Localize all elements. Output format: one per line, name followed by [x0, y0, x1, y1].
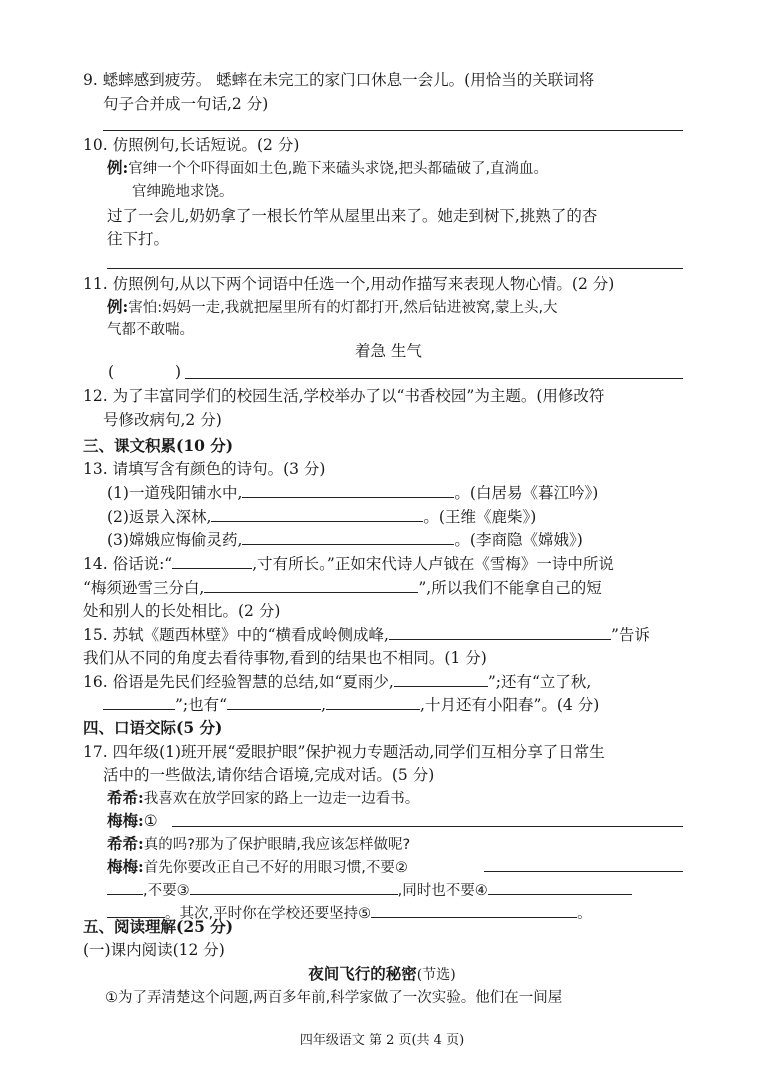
q13-item2 — [107, 507, 536, 527]
q12-line2: 号修改病句,2 分) — [103, 411, 222, 429]
q17-text-b: ,同时也不要④ — [397, 883, 488, 899]
q17-blank5[interactable] — [371, 903, 577, 918]
q10-answer-line[interactable] — [107, 268, 683, 269]
q17-meimei-1 — [107, 811, 158, 831]
q14-line1 — [83, 554, 614, 574]
speaker-meimei: 梅梅: — [107, 811, 144, 830]
q10-example-answer: 官绅跪地求饶。 — [132, 184, 234, 200]
reading-title — [0, 964, 764, 985]
q17-line-a — [107, 880, 632, 901]
meimei-line: 首先你要改正自己不好的用眼习惯,不要② — [143, 860, 408, 876]
q17-line2: 活中的一些做法,请你结合语境,完成对话。(5 分) — [103, 766, 435, 784]
q11-answer-line[interactable] — [185, 378, 683, 379]
blank-marker-1: ① — [143, 812, 158, 830]
q13-item1-post: 。(白居易《暮江吟》) — [454, 484, 599, 502]
q17-blank2-cont[interactable] — [107, 880, 143, 895]
xixi-line: 真的吗?那为了保护眼睛,我应该怎样做呢? — [143, 837, 411, 853]
q17-blank4-cont[interactable] — [107, 903, 165, 918]
q14-l2-post: ”,所以我们不能拿自己的短 — [418, 579, 602, 597]
part-1-heading: (一)课内阅读(12 分) — [83, 941, 225, 959]
q16-l1-post: ”;还有“立了秋, — [487, 673, 592, 691]
q16-l2-c: ,十月还有小阳春”。(4 分) — [420, 696, 600, 714]
q14-l1-mid: ,寸有所长。”正如宋代诗人卢钺在《雪梅》一诗中所说 — [252, 555, 614, 573]
q13-item2-post: 。(王维《鹿柴》) — [423, 508, 537, 526]
q13-item3 — [107, 530, 583, 550]
q17-blank2-line[interactable] — [484, 871, 683, 872]
example-text: 害怕:妈妈一走,我就把屋里所有的灯都打开,然后钻进被窝,蒙上头,大 — [128, 300, 558, 316]
q16-blank2[interactable] — [103, 695, 175, 710]
q11-words: 着急 生气 — [355, 342, 422, 360]
q11-title: 11. 仿照例句,从以下两个词语中任选一个,用动作描写来表现人物心情。(2 分) — [83, 275, 615, 293]
q11-paren-close: ) — [175, 363, 182, 381]
q17-text-a: ,不要③ — [143, 883, 190, 899]
q17-text-c: 。其次,平时你在学校还要坚持⑤ — [165, 906, 372, 922]
q15-line2: 我们从不同的角度去看待事物,看到的结果也不相同。(1 分) — [83, 649, 487, 667]
q9-answer-line[interactable] — [103, 130, 683, 131]
reading-subtitle: (节选) — [416, 967, 456, 983]
q16-l2-a: ”;也有“ — [175, 696, 228, 714]
section-3-heading: 三、课文积累(10 分) — [83, 436, 234, 455]
q16-blank4[interactable] — [326, 695, 420, 710]
q16-blank3[interactable] — [227, 695, 321, 710]
reading-paragraph-1: ①为了弄清楚这个问题,两百多年前,科学家做了一次实验。他们在一间屋 — [105, 990, 563, 1006]
q12-line1: 12. 为了丰富同学们的校园生活,学校举办了以“书香校园”为主题。(用修改符 — [83, 387, 605, 405]
q10-task-line2: 往下打。 — [107, 230, 170, 248]
q13-item1-pre: (1)一道残阳铺水中, — [107, 484, 243, 502]
example-text: 官绅一个个吓得面如土色,跪下来磕头求饶,把头都磕破了,直淌血。 — [128, 161, 549, 177]
q17-xixi-2 — [107, 834, 410, 855]
q15-l1-pre: 15. 苏轼《题西林壁》中的“横看成岭侧成峰, — [83, 626, 389, 644]
q14-line3: 处和别人的长处相比。(2 分) — [83, 602, 281, 620]
q17-xixi-1 — [107, 788, 419, 809]
q17-blank1-line[interactable] — [172, 826, 683, 827]
q9-line1: 9. 蟋蟀感到疲劳。 蟋蟀在未完工的家门口休息一会儿。(用恰当的关联词将 — [83, 71, 595, 89]
reading-title-text: 夜间飞行的秘密 — [308, 965, 417, 983]
q14-blank2[interactable] — [204, 578, 418, 593]
q16-l1-pre: 16. 俗语是先民们经验智慧的总结,如“夏雨少, — [83, 673, 394, 691]
example-label: 例: — [107, 158, 129, 177]
q16-line1 — [83, 672, 591, 692]
q17-line1: 17. 四年级(1)班开展“爱眼护眼”保护视力专题活动,同学们互相分享了日常生 — [83, 743, 605, 761]
q10-task-line1: 过了一会儿,奶奶拿了一根长竹竿从屋里出来了。她走到树下,挑熟了的杏 — [107, 207, 598, 225]
q16-l2-b: , — [321, 696, 327, 714]
speaker-xixi: 希希: — [107, 788, 144, 807]
section-4-heading: 四、口语交际(5 分) — [83, 718, 223, 737]
q17-text-d: 。 — [577, 906, 592, 922]
q15-l1-post: ”告诉 — [610, 626, 650, 644]
q13-item2-pre: (2)返景入深林, — [107, 508, 212, 526]
q9-line2: 句子合并成一句话,2 分) — [103, 95, 269, 113]
xixi-line: 我喜欢在放学回家的路上一边走一边看书。 — [143, 791, 420, 807]
q16-line2 — [103, 695, 599, 715]
q15-blank[interactable] — [389, 625, 611, 640]
q13-item3-post: 。(李商隐《嫦娥》) — [454, 531, 583, 549]
speaker-meimei: 梅梅: — [107, 857, 144, 876]
example-label: 例: — [107, 297, 129, 316]
q13-title: 13. 请填写含有颜色的诗句。(3 分) — [83, 460, 326, 478]
q16-blank1[interactable] — [394, 672, 488, 687]
q14-l2-pre: “梅须逊雪三分白, — [83, 579, 205, 597]
q13-blank1[interactable] — [242, 483, 454, 498]
q17-blank3[interactable] — [190, 880, 398, 895]
q11-example-line2: 气都不敢喘。 — [107, 322, 194, 338]
section-5-heading: 五、阅读理解(25 分) — [83, 917, 234, 936]
speaker-xixi: 希希: — [107, 834, 144, 853]
q10-title: 10. 仿照例句,长话短说。(2 分) — [83, 136, 300, 154]
q13-blank3[interactable] — [242, 530, 454, 545]
q14-l1-pre: 14. 俗话说:“ — [83, 555, 173, 573]
q13-blank2[interactable] — [211, 507, 423, 522]
q15-line1 — [83, 625, 650, 645]
q13-item3-pre: (3)嫦娥应悔偷灵药, — [107, 531, 243, 549]
q14-blank1[interactable] — [172, 554, 252, 569]
q11-paren-open: ( — [108, 363, 115, 381]
q11-example-line1 — [107, 297, 558, 318]
q10-example — [107, 158, 548, 179]
q17-meimei-2 — [107, 857, 408, 878]
q14-line2 — [83, 578, 602, 598]
q13-item1 — [107, 483, 598, 503]
page-footer: 四年级语文 第 2 页(共 4 页) — [299, 1033, 465, 1048]
q17-blank4[interactable] — [488, 880, 632, 895]
